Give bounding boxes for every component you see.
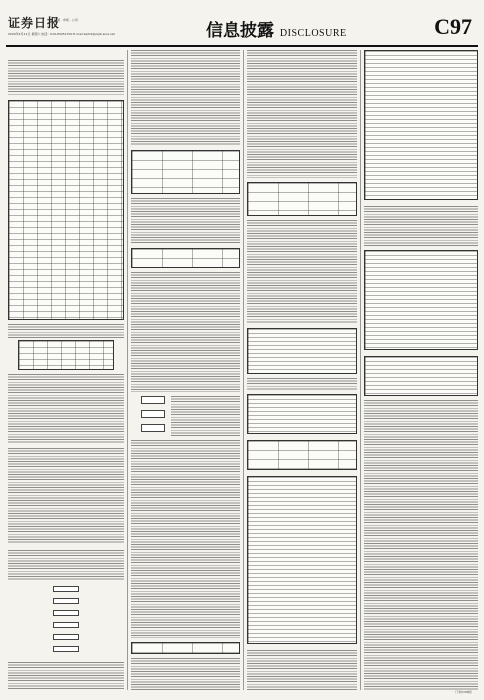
- data-table: [247, 476, 357, 644]
- column-2: [131, 50, 240, 690]
- flowchart-node: [53, 598, 79, 604]
- data-table: [247, 328, 357, 374]
- text-block: [364, 206, 478, 246]
- flowchart-node: [141, 410, 165, 418]
- text-block: [247, 220, 357, 324]
- masthead-rule: [6, 45, 478, 47]
- masthead: [6, 14, 478, 44]
- masthead-meta: 2020年4月11日 星期六 电话：010-83251700 E-mail:zqrb9@zqrb.sina.net: [8, 32, 115, 36]
- data-table: [131, 150, 240, 194]
- data-table: [364, 250, 478, 350]
- flowchart-node: [53, 610, 79, 616]
- text-block: [364, 400, 478, 690]
- data-table: [8, 100, 124, 320]
- flowchart-node: [53, 646, 79, 652]
- flowchart-node: [53, 622, 79, 628]
- section-title: [206, 16, 347, 41]
- text-block: [131, 198, 240, 244]
- text-block: [8, 374, 124, 444]
- column-3: [247, 50, 357, 690]
- data-table: [131, 642, 240, 654]
- data-table: [18, 340, 114, 370]
- text-block: [247, 50, 357, 178]
- flowchart-node: [141, 424, 165, 432]
- column-1: [8, 50, 124, 690]
- text-block: [131, 50, 240, 146]
- column-divider: [127, 50, 128, 690]
- data-table: [247, 182, 357, 216]
- text-block: [247, 650, 357, 690]
- flowchart-node: [141, 396, 165, 404]
- column-divider: [360, 50, 361, 690]
- text-block: [8, 448, 124, 544]
- data-table: [131, 248, 240, 268]
- text-block: [8, 662, 124, 690]
- flowchart-node: [53, 586, 79, 592]
- newspaper-logo: 证券日报: [8, 16, 61, 30]
- page-number: C97: [434, 14, 472, 39]
- text-block: [8, 60, 124, 96]
- flowchart-node: [53, 634, 79, 640]
- continued-note: （下转C98版）: [453, 690, 474, 694]
- text-block: [8, 550, 124, 580]
- data-table: [364, 50, 478, 200]
- text-block: [131, 658, 240, 690]
- text-block: [131, 272, 240, 392]
- column-divider: [243, 50, 244, 690]
- data-table: [247, 440, 357, 470]
- data-table: [364, 356, 478, 396]
- text-block: [131, 440, 240, 638]
- data-table: [247, 394, 357, 434]
- text-block: [171, 396, 240, 436]
- section-title-en: DISCLOSURE: [279, 28, 347, 39]
- text-block: [247, 378, 357, 390]
- masthead-tags: 新闻 · 市场 · 公司: [54, 18, 78, 22]
- column-4: [364, 50, 478, 690]
- text-block: [8, 324, 124, 338]
- section-title-cn: 信息披露: [206, 21, 274, 41]
